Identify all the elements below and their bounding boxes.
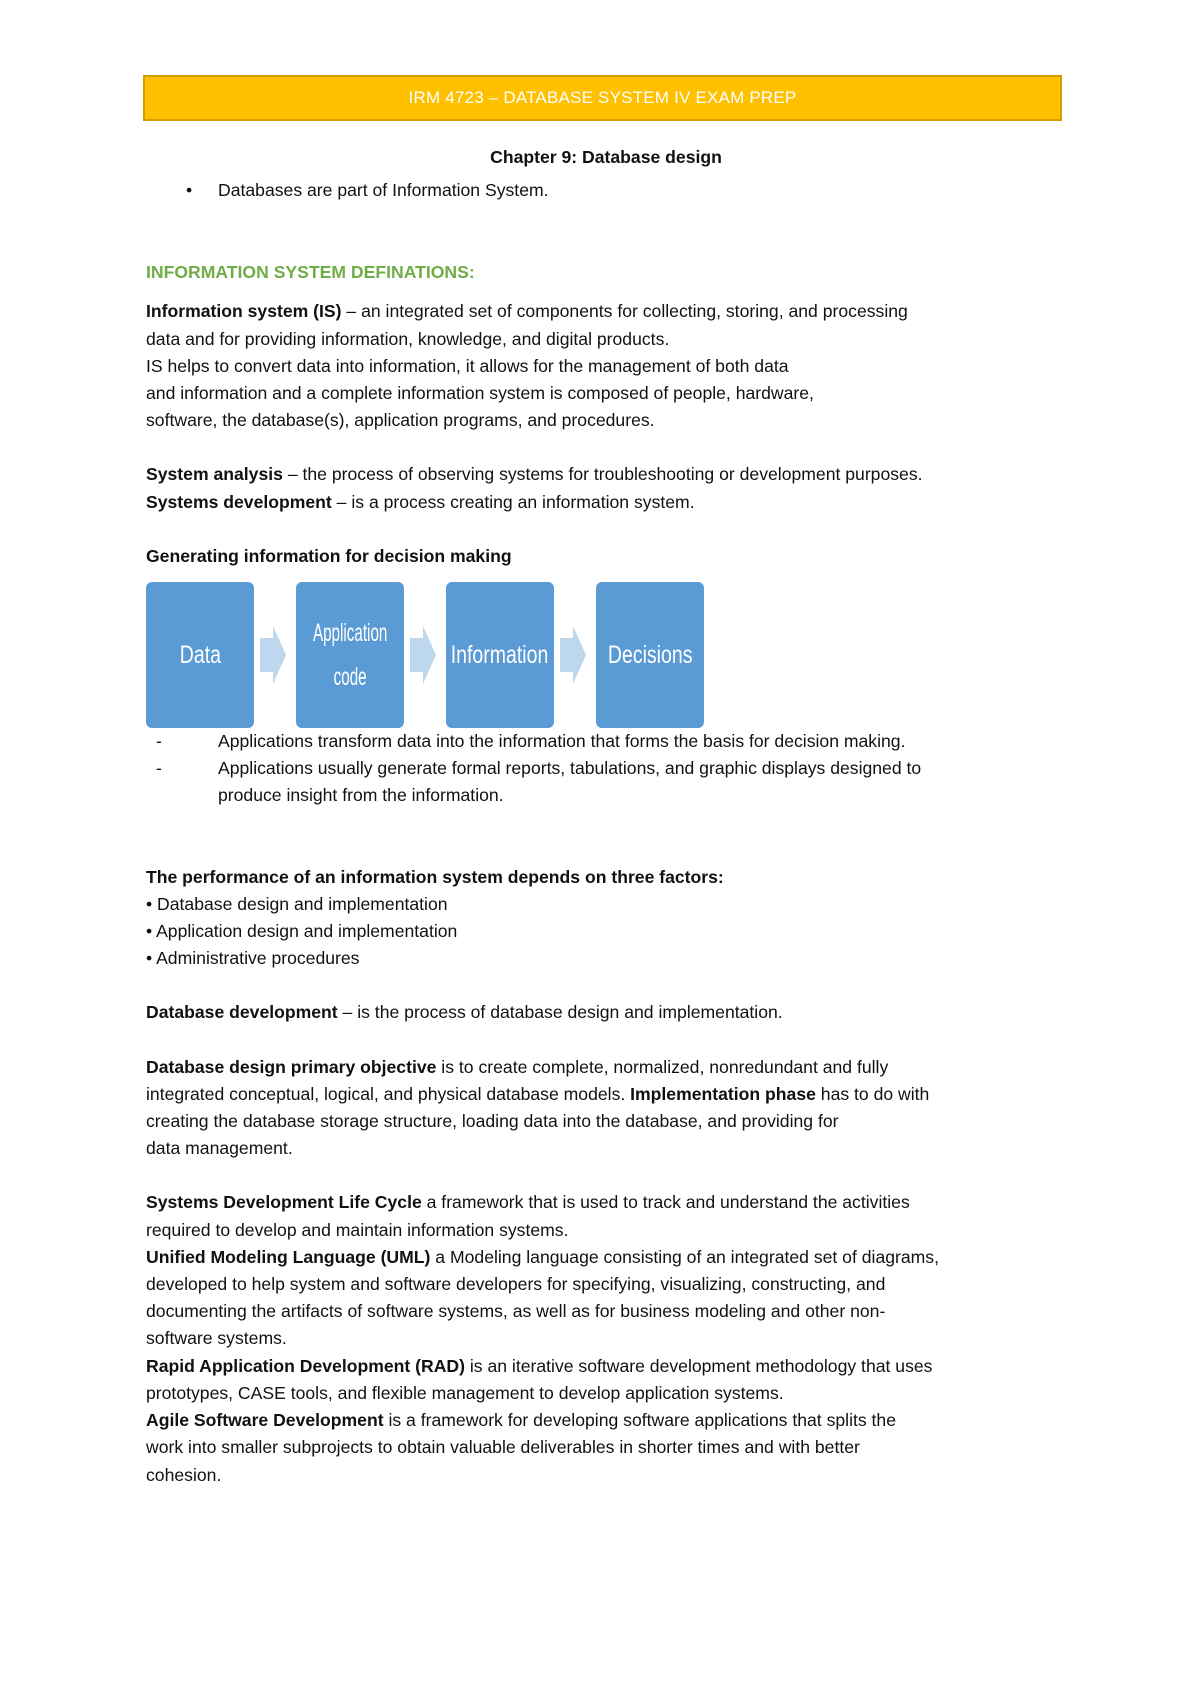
dash-marker: -	[156, 758, 162, 779]
decision-flow-diagram	[146, 582, 706, 728]
is-definition	[146, 298, 1066, 434]
design-objective-term: Database design primary objective	[146, 1056, 437, 1077]
exam-prep-banner	[143, 75, 1062, 121]
chevron-right-icon	[560, 626, 586, 684]
performance-heading: The performance of an information system depends on three factors:	[146, 866, 724, 887]
sdlc-term: Systems Development Life Cycle	[146, 1192, 422, 1213]
system-analysis-definition: System analysis – the process of observing systems for troubleshooting or development purposes.	[146, 464, 923, 485]
chevron-right-icon	[260, 626, 286, 684]
flow-box-label: Information	[451, 641, 549, 670]
chapter-title: Chapter 9: Database design	[490, 147, 722, 167]
dash-marker: -	[156, 731, 162, 752]
application-points-list	[146, 728, 1066, 810]
is-term: Information system (IS)	[146, 301, 342, 322]
design-objective-paragraph: Database design primary objective is to create complete, normalized, nonredundant and fully integrated conceptual, logical, and physical database models. Implementation phase has to do with creating the database storage structure, loading data into the database, and providing for data management.	[146, 1056, 930, 1159]
is-definition-line-3: IS helps to convert data into information, it allows for the management of both data	[146, 355, 789, 376]
bullet-dot-icon: •	[186, 180, 193, 200]
document-body	[146, 144, 1066, 1489]
systems-development-term: Systems development	[146, 491, 332, 512]
flow-box-information	[446, 582, 554, 728]
is-definition-line-2: data and for providing information, knowledge, and digital products.	[146, 328, 670, 349]
implementation-phase-term: Implementation phase	[630, 1083, 816, 1104]
uml-term: Unified Modeling Language (UML)	[146, 1246, 431, 1267]
banner-title: IRM 4723 – DATABASE SYSTEM IV EXAM PREP	[408, 88, 797, 107]
intro-bullet-text: Databases are part of Information System.	[218, 180, 549, 200]
performance-factor: • Database design and implementation	[146, 893, 448, 914]
rad-term: Rapid Application Development (RAD)	[146, 1355, 465, 1376]
performance-factor: • Application design and implementation	[146, 921, 458, 942]
database-development-definition: Database development – is the process of database design and implementation.	[146, 1002, 783, 1023]
database-development-term: Database development	[146, 1002, 338, 1023]
uml-definition: Unified Modeling Language (UML) a Modeling language consisting of an integrated set of diagrams, developed to help system and software developers for specifying, visualizing, constructing, and documenting the artifacts of software systems, as well as for business modeling and other non- software systems.	[146, 1246, 939, 1349]
decision-making-heading: Generating information for decision making	[146, 545, 512, 566]
section-heading: INFORMATION SYSTEM DEFINATIONS:	[146, 262, 475, 283]
intro-bullet-item	[146, 177, 1066, 204]
flow-box-data	[146, 582, 254, 728]
chevron-right-icon	[410, 626, 436, 684]
flow-box-decisions	[596, 582, 704, 728]
application-point-item: - Applications transform data into the information that forms the basis for decision making.	[146, 728, 1066, 755]
intro-bullet-list	[146, 177, 1066, 204]
is-definition-line-5: software, the database(s), application programs, and procedures.	[146, 410, 655, 431]
sdlc-definition: Systems Development Life Cycle a framework that is used to track and understand the activities required to develop and maintain information systems.	[146, 1192, 910, 1240]
is-definition-line-1: Information system (IS) – an integrated set of components for collecting, storing, and processing	[146, 301, 908, 322]
flow-box-label: Application code	[312, 619, 388, 692]
systems-development-definition: Systems development – is a process creating an information system.	[146, 491, 695, 512]
is-definition-line-4: and information and a complete information system is composed of people, hardware,	[146, 383, 814, 404]
agile-definition: Agile Software Development is a framework for developing software applications that splits the work into smaller subprojects to obtain valuable deliverables in shorter times and with better cohesion.	[146, 1410, 897, 1485]
flow-box-label: Decisions	[607, 641, 693, 670]
system-analysis-term: System analysis	[146, 464, 283, 485]
application-point-item: - Applications usually generate formal reports, tabulations, and graphic displays designed to produce insight from the information.	[146, 755, 1066, 809]
agile-term: Agile Software Development	[146, 1410, 384, 1431]
flow-box-label: Data	[179, 641, 221, 670]
rad-definition: Rapid Application Development (RAD) is an iterative software development methodology that uses prototypes, CASE tools, and flexible management to develop application systems.	[146, 1355, 933, 1403]
performance-factor: • Administrative procedures	[146, 948, 360, 969]
flow-box-application-code	[296, 582, 404, 728]
